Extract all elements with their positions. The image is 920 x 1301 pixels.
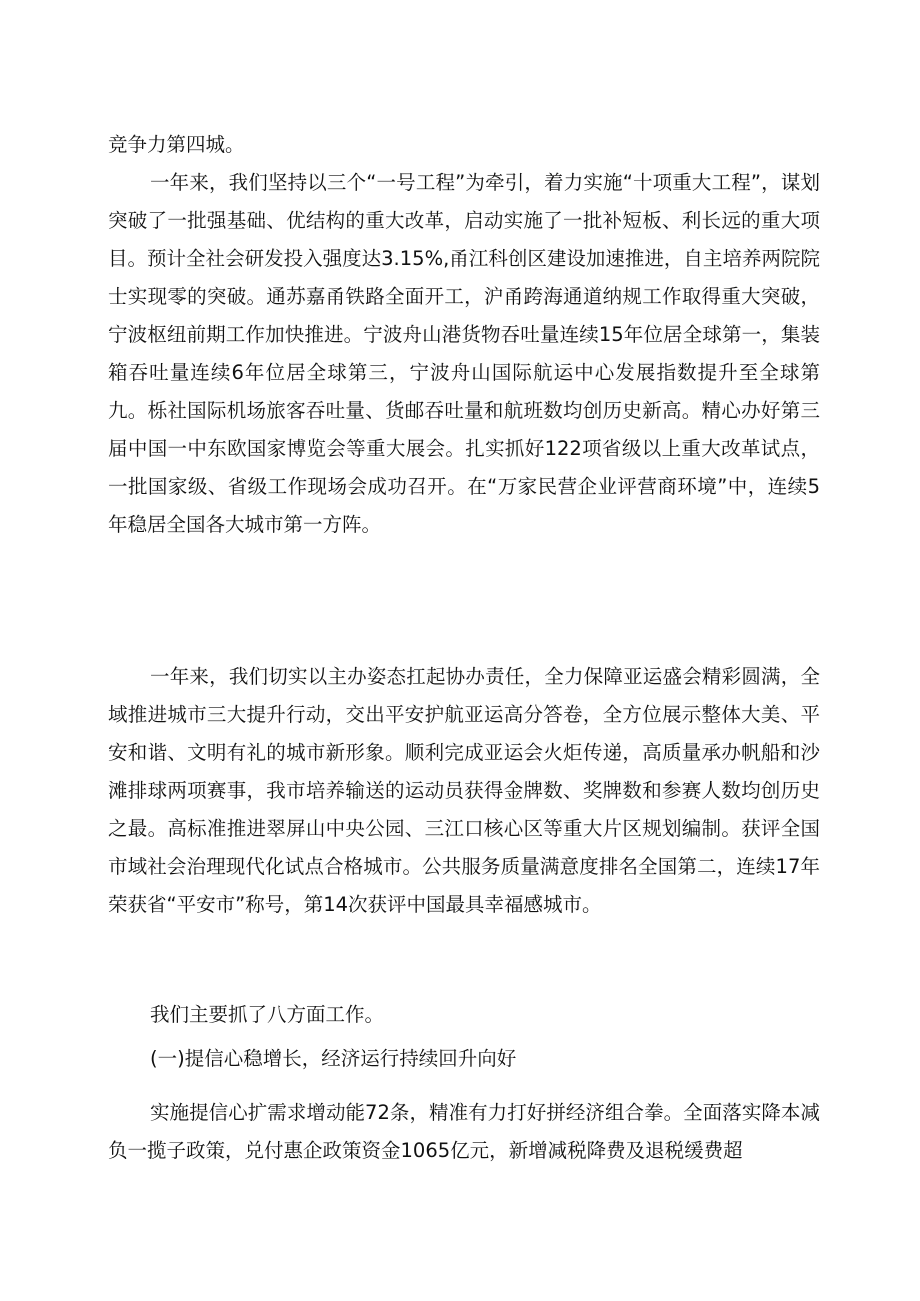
paragraph-eight-aspects: 我们主要抓了八方面工作。	[150, 1003, 385, 1026]
section-heading-1: (一)提信心稳增长，经济运行持续回升向好	[150, 1047, 517, 1070]
paragraph-one-year-projects: 一年来，我们坚持以三个“一号工程”为牵引，着力实施“十项重大工程”，谋划突破了一批强基础、优结构的重大改革，启动实施了一批补短板、利长远的重大项目。预计全社会研发投入强度达3.15%,甬江科创区建设加速推进，自主培养两院院士实现零的突破。通苏嘉甬铁路全面开工，沪甬跨海通道纳规工作取得重大突破，宁波枢纽前期工作加快推进。宁波舟山港货物吞吐量连续15年位居全球第一，集装箱吞吐量连续6年位居全球第三，宁波舟山国际航运中心发展指数提升至全球第九。栎社国际机场旅客吞吐量、货邮吞吐量和航班数均创历史新高。精心办好第三届中国一中东欧国家博览会等重大展会。扎实抓好122项省级以上重大改革试点，一批国家级、省级工作现场会成功召开。在“万家民营企业评营商环境”中，连续5年稳居全国各大城市第一方阵。	[108, 171, 820, 536]
paragraph-one-year-asian-games: 一年来，我们切实以主办姿态扛起协办责任，全力保障亚运盛会精彩圆满，全域推进城市三大提升行动，交出平安护航亚运高分答卷，全方位展示整体大美、平安和谐、文明有礼的城市新形象。顺利完成亚运会火炬传递，高质量承办帆船和沙滩排球两项赛事，我市培养输送的运动员获得金牌数、奖牌数和参赛人数均创历史之最。高标准推进翠屏山中央公园、三江口核心区等重大片区规划编制。获评全国市域社会治理现代化试点合格城市。公共服务质量满意度排名全国第二，连续17年荣获省“平安市”称号，第14次获评中国最具幸福感城市。	[108, 665, 820, 916]
paragraph-confidence-growth: 实施提信心扩需求增动能72条，精准有力打好拼经济组合拳。全面落实降本减负一揽子政策，兑付惠企政策资金1065亿元，新增减税降费及退税缓费超	[108, 1101, 820, 1162]
paragraph-continuation: 竞争力第四城。	[108, 133, 245, 156]
